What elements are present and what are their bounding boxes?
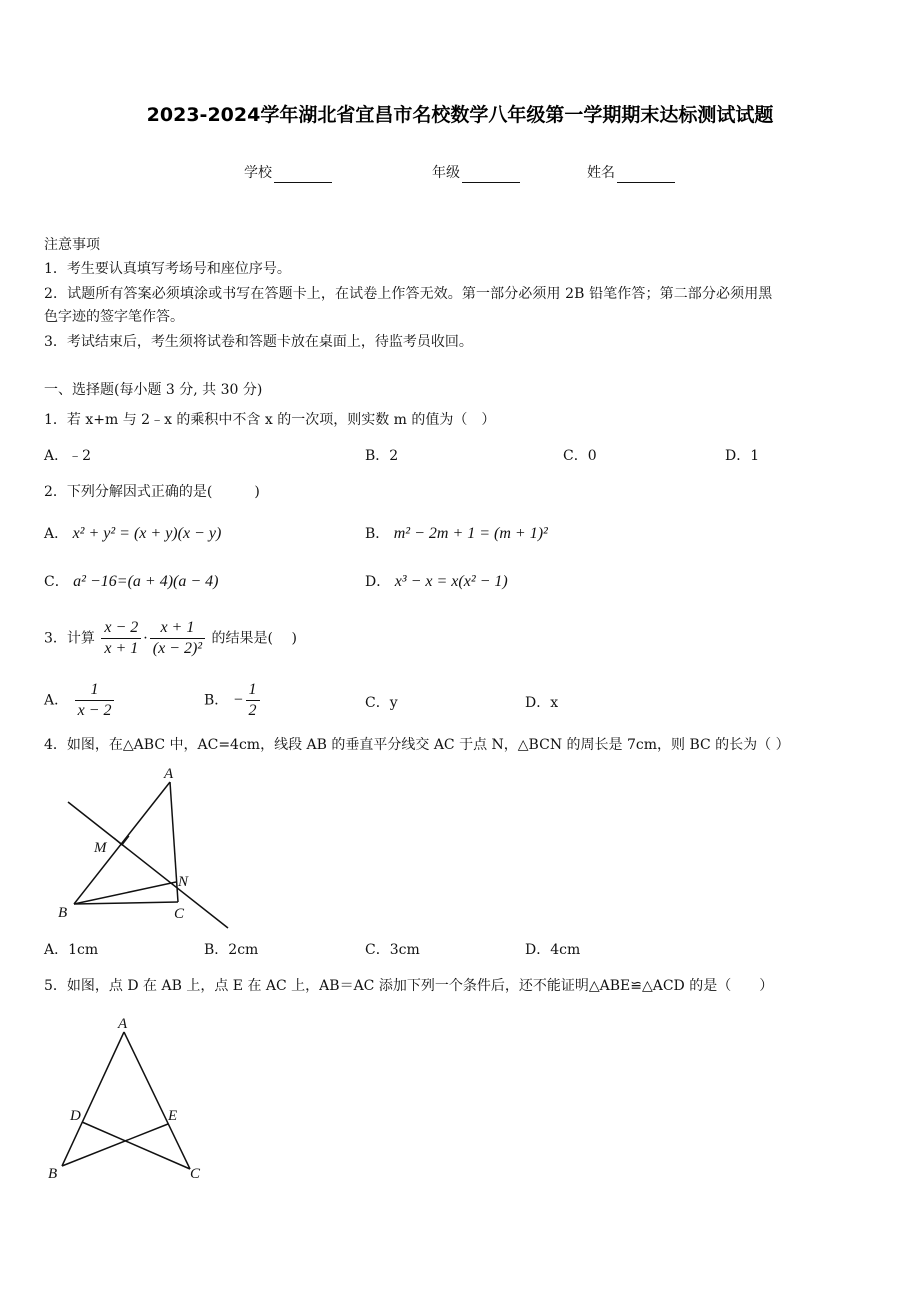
q4-option-c[interactable]: C．3cm [365, 942, 420, 958]
q3-f1-numerator: x − 2 [101, 618, 141, 639]
q3-f2-numerator: x + 1 [150, 618, 205, 639]
q3-b-fraction [246, 680, 260, 721]
q3-b-label: B． [204, 692, 229, 709]
q2-a-label: A． [44, 526, 69, 542]
grade-label: 年级 [432, 165, 460, 181]
q4-label-a: A [164, 766, 174, 782]
q3-fraction-1 [101, 618, 141, 659]
school-blank [274, 168, 332, 183]
q3-a-numerator: 1 [75, 680, 115, 701]
question-5-stem: 5．如图，点 D 在 AB 上，点 E 在 AC 上，AB＝AC 添加下列一个条件后，还不能证明△ABE≌△ACD 的是（ ） [44, 978, 774, 994]
q3-b-denominator: 2 [248, 702, 257, 719]
q3-fraction-2 [150, 618, 205, 659]
q3-option-a[interactable] [44, 680, 116, 721]
q3-option-d[interactable]: D．x [525, 695, 559, 711]
q4-option-a[interactable]: A．1cm [44, 942, 99, 958]
q2-a-expression: x² + y² = (x + y)(x − y) [72, 525, 222, 542]
q1-option-c[interactable]: C．0 [563, 448, 597, 464]
grade-blank [462, 168, 520, 183]
q5-label-d: D [70, 1108, 81, 1124]
q3-f2-denominator: (x − 2)² [152, 640, 203, 657]
q4-segment-bc [74, 902, 178, 904]
q2-d-expression: x³ − x = x(x² − 1) [394, 573, 508, 590]
q4-option-b[interactable]: B．2cm [204, 942, 259, 958]
q4-option-d[interactable]: D．4cm [525, 942, 581, 958]
question-2-stem: 2．下列分解因式正确的是( ) [44, 484, 260, 500]
q3-option-c[interactable]: C．y [365, 695, 398, 711]
q2-option-b[interactable] [365, 524, 548, 544]
question-4-stem: 4．如图，在△ABC 中，AC=4cm，线段 AB 的垂直平分线交 AC 于点 N，△BCN 的周长是 7cm，则 BC 的长为（ ） [44, 737, 790, 753]
q3-dot: · [143, 630, 148, 647]
note-item: 2．试题所有答案必须填涂或书写在答题卡上，在试卷上作答无效。第一部分必须用 2B 铅笔作答；第二部分必须用黑 [44, 286, 773, 302]
q3-f1-denominator: x + 1 [104, 640, 139, 657]
q4-label-b: B [58, 905, 68, 921]
q1-option-b[interactable]: B．2 [365, 448, 399, 464]
q5-label-b: B [48, 1166, 58, 1182]
q1-option-d[interactable]: D．1 [725, 448, 760, 464]
q2-option-a[interactable] [44, 524, 221, 544]
note-item: 色字迹的签字笔作答。 [44, 309, 184, 325]
grade-field[interactable] [432, 163, 520, 183]
name-field[interactable] [587, 163, 675, 183]
name-blank [617, 168, 675, 183]
school-label: 学校 [244, 165, 272, 181]
q4-label-n: N [178, 874, 189, 890]
q3-b-numerator: 1 [246, 680, 260, 701]
name-label: 姓名 [587, 165, 615, 181]
q4-label-m: M [94, 840, 107, 856]
question-1-stem: 1．若 x+m 与 2﹣x 的乘积中不含 x 的一次项，则实数 m 的值为（ ） [44, 412, 496, 428]
q3-b-sign: − [232, 691, 244, 709]
q5-segment-cd [82, 1122, 190, 1169]
q2-option-d[interactable] [365, 572, 508, 592]
section-heading: 一、选择题(每小题 3 分, 共 30 分) [44, 382, 263, 398]
q2-option-c[interactable] [44, 572, 218, 592]
page-title: 2023-2024学年湖北省宜昌市名校数学八年级第一学期期末达标测试试题 [146, 104, 774, 126]
q2-c-label: C． [44, 574, 69, 590]
q2-b-expression: m² − 2m + 1 = (m + 1)² [393, 525, 548, 542]
q5-segment-ac [124, 1032, 190, 1169]
q5-label-e: E [168, 1108, 178, 1124]
notes-heading: 注意事项 [44, 237, 100, 253]
q3-a-denominator: x − 2 [77, 702, 112, 719]
q3-a-fraction [75, 680, 115, 721]
q3-a-label: A． [44, 692, 69, 709]
note-item: 3．考试结束后，考生须将试卷和答题卡放在桌面上，待监考员收回。 [44, 334, 473, 350]
q2-c-expression: a² −16=(a + 4)(a − 4) [73, 573, 219, 590]
q3-option-b[interactable] [204, 680, 262, 721]
q5-triangle-figure [40, 1012, 220, 1187]
question-3-stem [44, 618, 297, 659]
q1-option-a[interactable]: A．﹣2 [44, 448, 92, 464]
q5-label-a: A [118, 1016, 128, 1032]
q5-label-c: C [190, 1166, 201, 1182]
q4-perpendicular-bisector [68, 802, 228, 928]
q3-prefix: 3．计算 [44, 630, 95, 647]
q2-b-label: B． [365, 526, 390, 542]
q4-triangle-figure [50, 760, 250, 930]
q2-d-label: D． [365, 574, 391, 590]
note-item: 1．考生要认真填写考场号和座位序号。 [44, 261, 291, 277]
q4-label-c: C [174, 906, 185, 922]
school-field[interactable] [244, 163, 332, 183]
q3-suffix: 的结果是( ) [211, 630, 297, 647]
